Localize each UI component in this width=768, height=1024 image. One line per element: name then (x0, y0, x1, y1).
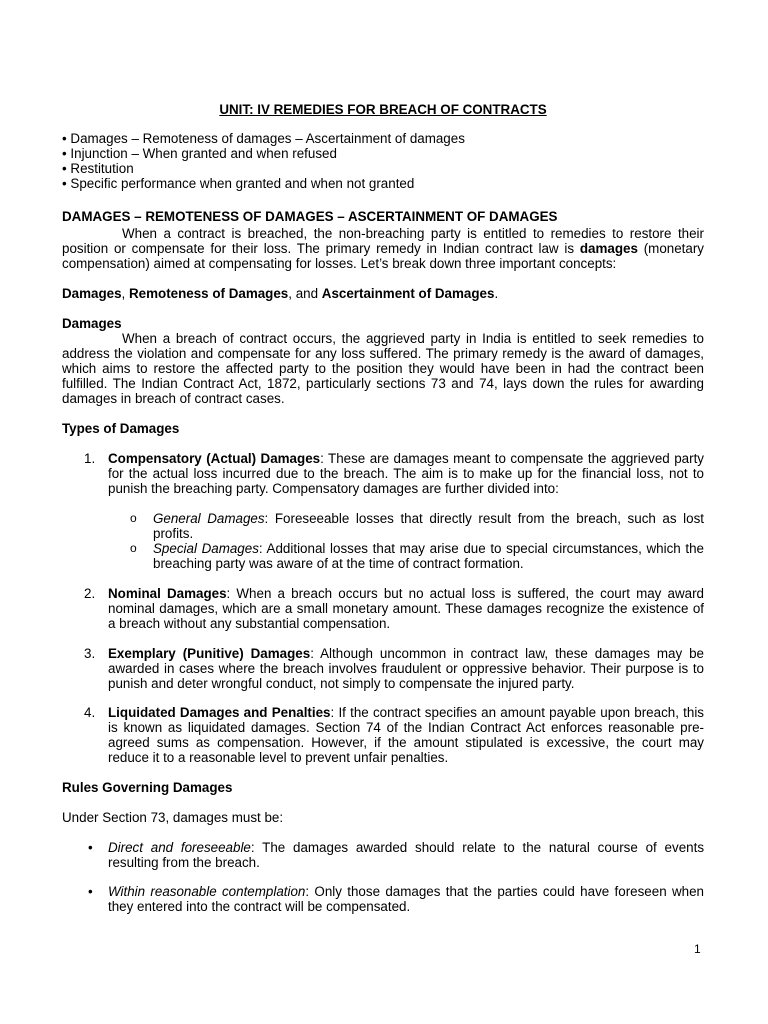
topic-item: • Restitution (62, 161, 134, 176)
rules-heading: Rules Governing Damages (62, 780, 233, 795)
damages-paragraph: When a breach of contract occurs, the aggrieved party in India is entitled to seek remedies to address the violation and compensate for any loss suffered. The primary remedy is the award of damages, which aims to restore the affected party to the position they would have been in had the contract been fulfilled. The Indian Contract Act, 1872, particularly sections 73 and 74, lays down the rules for awarding damages in breach of contract cases. (62, 331, 704, 406)
topic-item: • Specific performance when granted and when not granted (62, 176, 415, 191)
sub-list-item: o General Damages: Foreseeable losses that directly result from the breach, such as lost profits. (130, 511, 705, 541)
topic-item: • Injunction – When granted and when refused (62, 146, 337, 161)
intro-paragraph: When a contract is breached, the non-breaching party is entitled to remedies to restore their position or compensate for their loss. The primary remedy in Indian contract law is damages (monetary compensation) aimed at compensating for losses. Let’s break down three important concepts: (62, 226, 705, 271)
topic-list (62, 131, 465, 191)
types-heading: Types of Damages (62, 421, 180, 436)
topic-item: • Damages – Remoteness of damages – Ascertainment of damages (62, 131, 465, 146)
damages-heading: Damages (62, 316, 122, 331)
page-title: UNIT: IV REMEDIES FOR BREACH OF CONTRACTS (219, 102, 547, 117)
section-heading: DAMAGES – REMOTENESS OF DAMAGES – ASCERTAINMENT OF DAMAGES (62, 209, 558, 224)
sub-list-item: o Special Damages: Additional losses that may arise due to special circumstances, which the breaching party was aware of at the time of contract formation. (130, 541, 704, 571)
rules-intro: Under Section 73, damages must be: (62, 810, 284, 825)
document-page: UNIT: IV REMEDIES FOR BREACH OF CONTRACTS • Damages – Remoteness of damages – Ascertainment of damages • Injunction – When granted and when refused • Restitution • Specific performance when granted and when not granted DAMAGES – REMOTENESS OF DAMAGES – ASCERTAINMENT OF DAMAGES When a contract is breached, the non-breaching party is entitled to remedies to restore their position or compensate for their loss. The primary remedy in Indian contract law is damages (monetary compensation) aimed at compensating for losses. Let’s break down three important concepts: Damages, Remoteness of Damages, and Ascertainment of Damages. Damages When a breach of contract occurs, the aggrieved party in India is entitled to seek remedies to address the violation and compensate for any loss suffered. The primary remedy is the award of damages, which aims to restore the affected party to the position they would have been in had the contract been fulfilled. The Indian Contract Act, 1872, particularly sections 73 and 74, lays down the rules for awarding damages in breach of contract cases. Types of Damages 1. Compensatory (Actual) Damages: These are damages meant to compensate the aggrieved party for the actual loss incurred due to the breach. The aim is to make up for the financial loss, not to punish the breaching party. Compensatory damages are further divided into: o General Damages: Foreseeable losses that directly result from the breach, such as lost profits. o Special Damages: Additional losses that may arise due to special circumstances, which the breaching party was aware of at the time of contract formation. 2. Nominal Damages: When a breach occurs but no actual loss is suffered, the court may award nominal damages, which are a small monetary amount. These damages recognize the existence of a breach without any substantial compensation. 3. Exemplary (Punitive) Damages: Although uncommon in contract law, these damages may be awarded in cases where the breach involves fraudulent or oppressive behavior. Their purpose is to punish and deter wrongful conduct, not simply to compensate the injured party. 4. Liquidated Damages and Penalties: If the contract specifies an amount payable upon breach, this is known as liquidated damages. Section 74 of the Indian Contract Act enforces reasonable pre-agreed sums as compensation. However, if the amount stipulated is excessive, the court may reduce it to a reasonable level to prevent unfair penalties. Rules Governing Damages Under Section 73, damages must be: • Direct and foreseeable: The damages awarded should relate to the natural course of events resulting from the breach. • Within reasonable contemplation: Only those damages that the parties could have foreseen when they entered into the contract will be compensated. (62, 102, 705, 914)
page-number: 1 (694, 942, 701, 956)
concepts-line: Damages, Remoteness of Damages, and Ascertainment of Damages. (62, 286, 499, 301)
